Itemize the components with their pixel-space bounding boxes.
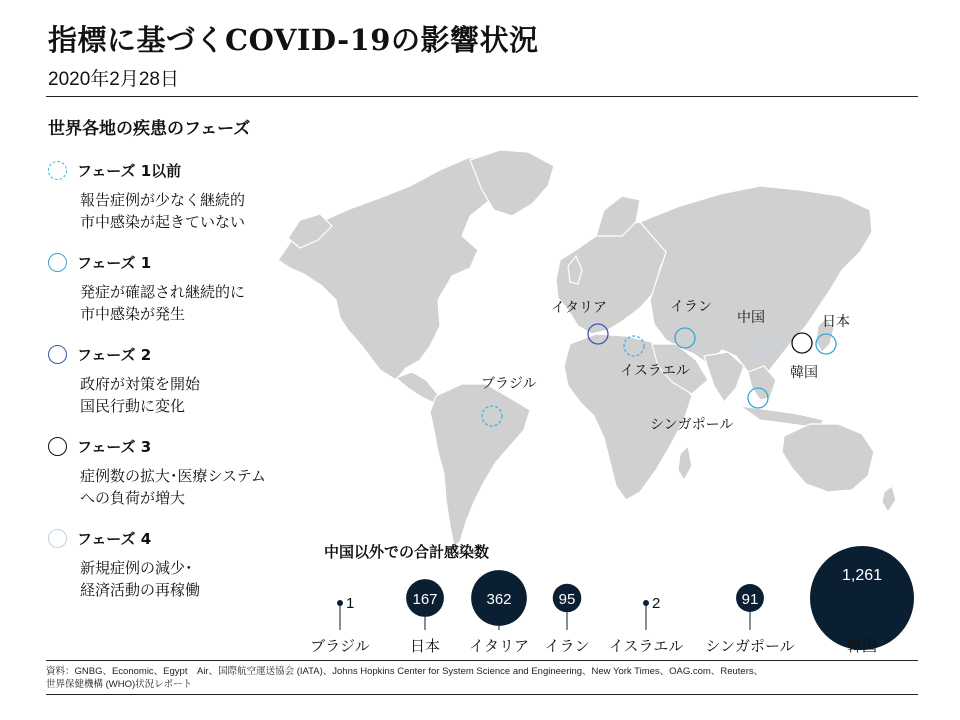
map-label-israel: イスラエル — [620, 363, 690, 379]
phase-label: フェーズ 3 — [77, 438, 152, 456]
phase-label: フェーズ 4 — [77, 530, 152, 548]
bubble-value-label: 91 — [741, 591, 759, 608]
bubble-category-label: イラン — [544, 637, 590, 655]
map-label-japan: 日本 — [822, 314, 850, 330]
bubble-value-label: 1 — [346, 595, 355, 612]
bubble — [643, 600, 649, 606]
map-label-korea: 韓国 — [790, 365, 818, 381]
source-note: 資料：GNBG、Economic、Egypt Air、国際航空運送協会 (IATA)、Johns Hopkins Center for System Science and Engineering、New York Times、OAG.com、Reuters、 世界保健機構 (WHO)状況レポート — [46, 666, 764, 690]
report-date: 2020年2月28日 — [48, 69, 179, 90]
phase-description: 政府が対策を開始 国民行動に変化 — [80, 375, 201, 415]
bubble-category-label: 日本 — [409, 637, 441, 655]
phase-description: 症例数の拡大･医療システム への負荷が増大 — [80, 467, 267, 507]
phase-description: 新規症例の減少･ 経済活動の再稼働 — [80, 559, 201, 599]
map-label-iran: イラン — [670, 299, 712, 315]
bubble-value-label: 95 — [558, 591, 576, 608]
bubble-category-label: ブラジル — [310, 637, 370, 655]
bubble-category-label: イスラエル — [608, 637, 684, 655]
bubble-category-label: シンガポール — [705, 637, 795, 655]
phase-label: フェーズ 1以前 — [77, 162, 182, 180]
bubble-chart-title: 中国以外での合計感染数 — [324, 543, 490, 561]
bubble-value-label: 362 — [486, 591, 512, 608]
map-label-italy: イタリア — [551, 300, 607, 316]
phase-label: フェーズ 2 — [77, 346, 152, 364]
bottom-divider — [46, 694, 918, 695]
phase-description: 報告症例が少なく継続的 市中感染が起きていない — [80, 191, 246, 231]
phase-description: 発症が確認され継続的に 市中感染が発生 — [80, 283, 246, 323]
bubble-value-label: 167 — [412, 591, 438, 608]
legend-title: 世界各地の疾患のフェーズ — [48, 119, 251, 139]
bubble — [810, 546, 914, 650]
bubble-value-label: 2 — [652, 595, 661, 612]
map-label-brazil: ブラジル — [481, 376, 537, 392]
page-title: 指標に基づくCOVID-19の影響状況 — [48, 23, 539, 57]
bubble-value-label: 1,261 — [841, 567, 883, 584]
phase-label: フェーズ 1 — [77, 254, 152, 272]
map-label-china: 中国 — [737, 310, 765, 326]
bubble-category-label: イタリア — [468, 637, 530, 655]
bubble-category-label: 韓国 — [846, 637, 878, 655]
footer-divider — [46, 660, 918, 661]
bubble — [337, 600, 343, 606]
map-label-singapore: シンガポール — [650, 417, 734, 433]
